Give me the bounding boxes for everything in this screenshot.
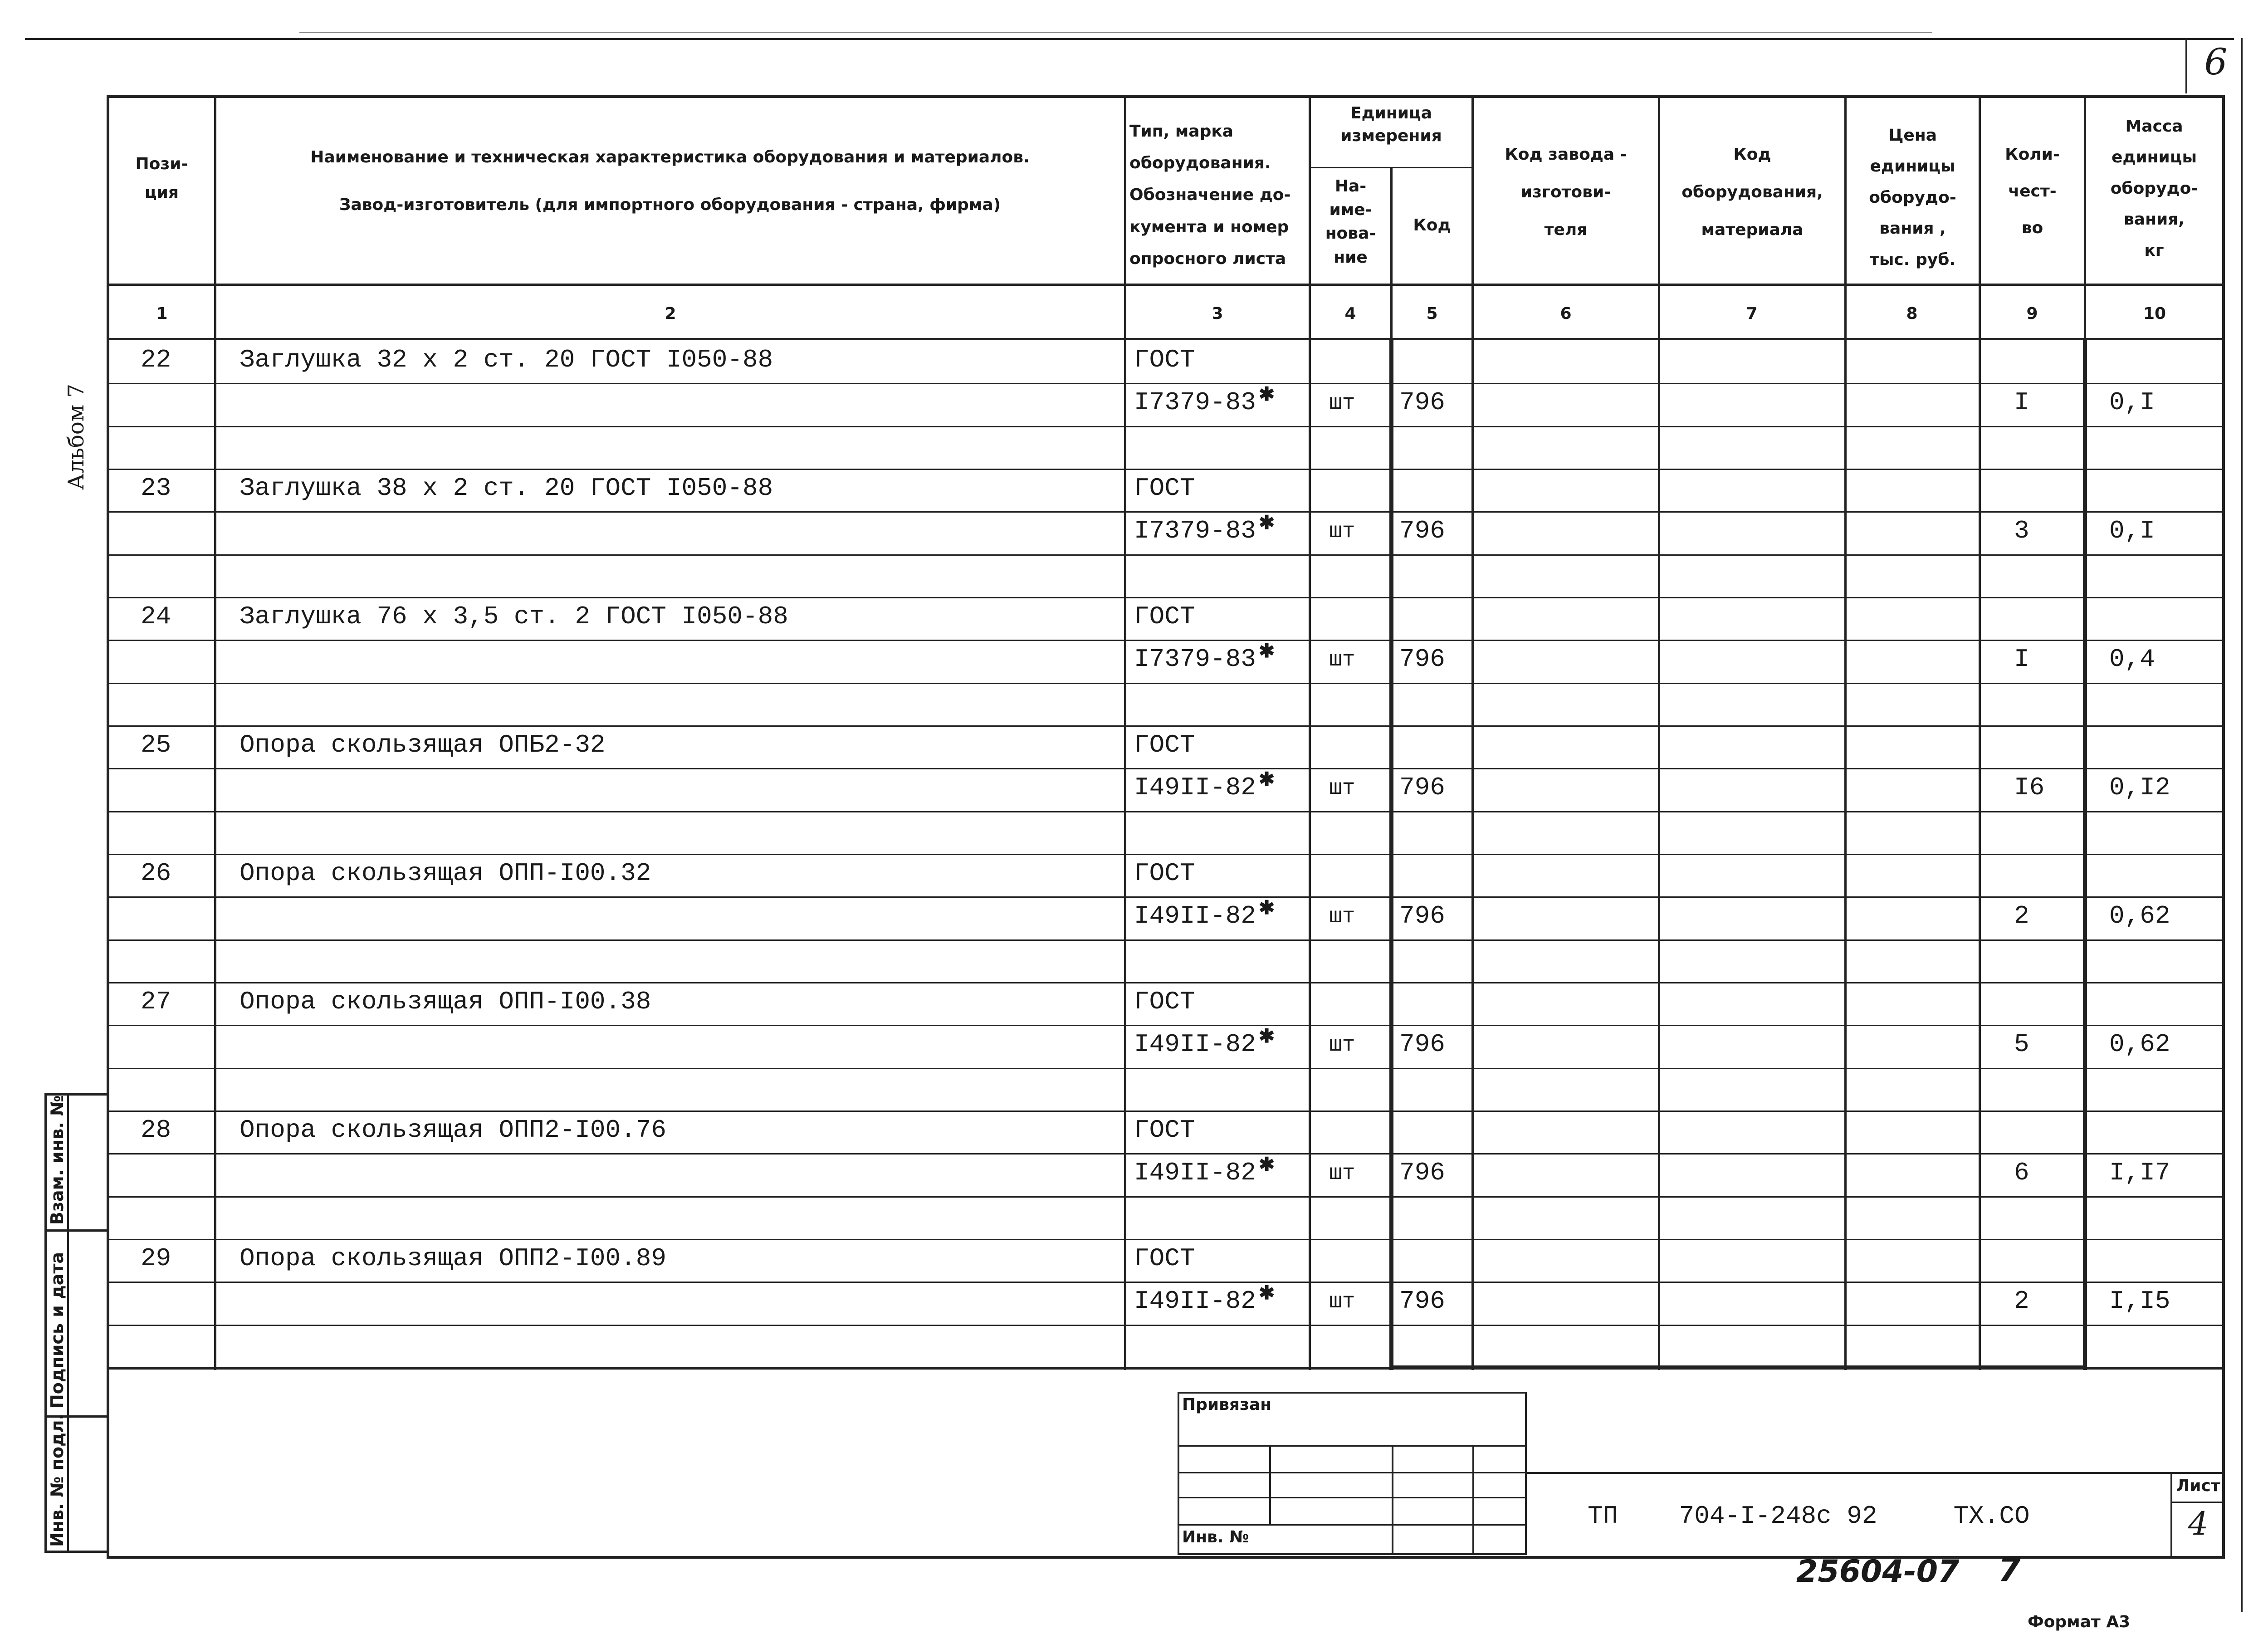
sheet-label: Лист — [2176, 1477, 2220, 1495]
title-block-top — [1527, 1472, 2225, 1474]
side-stamp-left — [44, 1093, 47, 1552]
item-doc-mark: ✱ — [1259, 1283, 1275, 1305]
bound-stamp-line4 — [1178, 1524, 1527, 1526]
item-doc-number: I7379-83 — [1134, 645, 1256, 674]
right-outer-border — [2241, 38, 2243, 1612]
item-doc-number: I7379-83 — [1134, 516, 1256, 545]
row-divider — [107, 1239, 2225, 1240]
row-divider — [107, 982, 2225, 983]
header-col10: Масса единицы оборудо- вания, кг — [2110, 117, 2198, 260]
sheet-value: 4 — [2188, 1505, 2209, 1542]
item-position: 27 — [141, 987, 171, 1016]
item-doc-standard: ГОСТ — [1134, 987, 1195, 1016]
col-line-8 — [1979, 95, 1981, 1370]
item-unit: шт — [1329, 1161, 1355, 1186]
column-number-9: 9 — [2026, 304, 2038, 323]
col-line-5 — [1471, 95, 1474, 1370]
row-divider — [107, 683, 2225, 684]
item-unit: шт — [1329, 1033, 1355, 1057]
item-mass: I,I7 — [2109, 1158, 2170, 1187]
archive-number-suffix: 7 — [1998, 1551, 2021, 1589]
header-col8: Цена единицы оборудо- вания , тыс. руб. — [1869, 126, 1956, 269]
inv-no-label: Инв. № — [1182, 1528, 1249, 1546]
row-divider — [107, 426, 2225, 427]
item-mass: I,I5 — [2109, 1287, 2170, 1316]
item-doc-standard: ГОСТ — [1134, 859, 1195, 888]
item-position: 23 — [141, 474, 171, 503]
row-divider — [107, 1325, 2225, 1326]
header-unit-group: Единица измерения — [1340, 104, 1442, 146]
item-mass: 0,I — [2109, 388, 2155, 417]
header-col2-line1: Наименование и техническая характеристика оборудования и материалов. — [310, 148, 1030, 166]
sheet-corner-number: 6 — [2204, 41, 2228, 83]
item-unit-code: 796 — [1399, 645, 1445, 674]
table-left-border — [107, 95, 109, 1558]
sheet-corner-box-left — [2185, 38, 2187, 93]
row-divider — [107, 811, 2225, 812]
item-name: Опора скользящая ОПП2-I00.89 — [240, 1244, 666, 1273]
col-line-3 — [1309, 95, 1311, 1370]
item-unit: шт — [1329, 519, 1355, 544]
row-divider — [107, 511, 2225, 513]
row-divider — [107, 597, 2225, 598]
item-doc-mark: ✱ — [1259, 1155, 1275, 1177]
archive-number: 25604-07 — [1796, 1554, 1960, 1590]
item-quantity: I6 — [2014, 773, 2045, 802]
row-divider — [107, 854, 2225, 855]
header-col6: Код завода - изготови- теля — [1505, 145, 1627, 239]
item-doc-standard: ГОСТ — [1134, 474, 1195, 503]
side-stamp-inner — [67, 1093, 69, 1552]
item-name: Заглушка 76 х 3,5 ст. 2 ГОСТ I050-88 — [240, 602, 788, 631]
item-doc-standard: ГОСТ — [1134, 1244, 1195, 1273]
item-doc-number: I49II-82 — [1134, 773, 1256, 802]
bound-label: Привязан — [1182, 1395, 1272, 1414]
bound-stamp-v3 — [1472, 1445, 1474, 1555]
item-mass: 0,62 — [2109, 1030, 2170, 1059]
item-unit: шт — [1329, 776, 1355, 801]
numbers-row-bottom-line — [107, 338, 2225, 340]
column-number-7: 7 — [1746, 304, 1758, 323]
item-unit-code: 796 — [1399, 516, 1445, 545]
item-unit-code: 796 — [1399, 901, 1445, 930]
item-doc-number: I49II-82 — [1134, 1158, 1256, 1187]
item-unit: шт — [1329, 391, 1355, 416]
item-doc-standard: ГОСТ — [1134, 1115, 1195, 1145]
header-col9: Коли- чест- во — [2005, 145, 2060, 237]
item-doc-mark: ✱ — [1259, 898, 1275, 920]
col-line-6 — [1658, 95, 1660, 1370]
side-stamp-div1 — [44, 1229, 108, 1232]
item-name: Опора скользящая ОПП-I00.32 — [240, 859, 651, 888]
column-number-3: 3 — [1212, 304, 1223, 323]
header-col3: Тип, марка оборудования. Обозначение до- кумента и номер опросного листа — [1129, 122, 1291, 268]
item-position: 24 — [141, 602, 171, 631]
format-label: Формат А3 — [2028, 1613, 2131, 1631]
item-position: 28 — [141, 1115, 171, 1145]
column-number-6: 6 — [1560, 304, 1572, 323]
item-name: Опора скользящая ОПБ2-32 — [240, 730, 606, 759]
side-label-vzam: Взам. инв. № — [47, 1095, 67, 1225]
sheet-box-left — [2170, 1472, 2172, 1556]
column-number-5: 5 — [1426, 304, 1438, 323]
row-divider — [107, 1111, 2225, 1112]
item-doc-standard: ГОСТ — [1134, 602, 1195, 631]
item-doc-standard: ГОСТ — [1134, 730, 1195, 759]
side-stamp-bottom — [44, 1551, 108, 1553]
row-divider — [107, 939, 2225, 941]
header-col4: На- име- нова- ние — [1325, 177, 1376, 267]
item-mass: 0,I2 — [2109, 773, 2170, 802]
column-number-1: 1 — [156, 304, 168, 323]
item-mass: 0,I — [2109, 516, 2155, 545]
item-doc-number: I7379-83 — [1134, 388, 1256, 417]
item-unit: шт — [1329, 905, 1355, 929]
item-quantity: 6 — [2014, 1158, 2029, 1187]
row-divider — [107, 896, 2225, 898]
row-divider — [107, 1367, 2225, 1369]
top-border-line — [25, 38, 2234, 40]
row-divider — [107, 1282, 2225, 1283]
row-divider — [107, 383, 2225, 384]
document-code: ТП 704-I-248с 92 ТХ.СО — [1588, 1502, 2030, 1531]
row-divider — [107, 469, 2225, 470]
column-number-4: 4 — [1344, 304, 1356, 323]
item-unit-code: 796 — [1399, 1287, 1445, 1316]
side-label-inv-podl: Инв. № подл. — [47, 1413, 67, 1547]
sheet-box-divider — [2170, 1502, 2225, 1503]
item-position: 26 — [141, 859, 171, 888]
row-divider — [107, 1025, 2225, 1026]
item-name: Заглушка 38 х 2 ст. 20 ГОСТ I050-88 — [240, 474, 773, 503]
row-divider — [107, 554, 2225, 556]
row-divider — [107, 1153, 2225, 1155]
header-col2-line2: Завод-изготовитель (для импортного оборудования - страна, фирма) — [339, 196, 1001, 214]
row-divider — [107, 725, 2225, 727]
item-doc-number: I49II-82 — [1134, 1030, 1256, 1059]
item-doc-number: I49II-82 — [1134, 901, 1256, 930]
item-unit-code: 796 — [1399, 773, 1445, 802]
album-label: Альбом 7 — [64, 384, 89, 490]
item-unit: шт — [1329, 1290, 1355, 1314]
item-name: Опора скользящая ОПП-I00.38 — [240, 987, 651, 1016]
item-name: Опора скользящая ОПП2-I00.76 — [240, 1115, 666, 1145]
item-quantity: 5 — [2014, 1030, 2029, 1059]
col-line-7 — [1844, 95, 1847, 1370]
bound-stamp-v2 — [1392, 1445, 1393, 1555]
header-bottom-line — [107, 284, 2225, 286]
item-doc-mark: ✱ — [1259, 770, 1275, 792]
bound-stamp-line1 — [1178, 1445, 1527, 1447]
row-divider — [107, 768, 2225, 769]
item-quantity: 2 — [2014, 901, 2029, 930]
item-position: 22 — [141, 345, 171, 374]
side-label-podpis: Подпись и дата — [47, 1252, 67, 1409]
item-doc-number: I49II-82 — [1134, 1287, 1256, 1316]
col-line-1 — [214, 95, 216, 1370]
column-number-10: 10 — [2143, 304, 2166, 323]
table-right-border — [2222, 95, 2225, 1558]
item-doc-mark: ✱ — [1259, 513, 1275, 535]
row-divider — [107, 1068, 2225, 1069]
item-unit-code: 796 — [1399, 388, 1445, 417]
item-mass: 0,4 — [2109, 645, 2155, 674]
column-number-8: 8 — [1906, 304, 1918, 323]
header-col5: Код — [1413, 216, 1451, 235]
bound-stamp-line3 — [1178, 1497, 1527, 1498]
table-top-border — [107, 95, 2225, 98]
item-position: 25 — [141, 730, 171, 759]
bound-stamp-line2 — [1178, 1472, 1527, 1473]
item-quantity: 2 — [2014, 1287, 2029, 1316]
row-divider — [107, 1196, 2225, 1198]
column-number-2: 2 — [665, 304, 676, 323]
item-name: Заглушка 32 х 2 ст. 20 ГОСТ I050-88 — [240, 345, 773, 374]
top-faint-line — [299, 32, 1932, 33]
item-mass: 0,62 — [2109, 901, 2170, 930]
item-unit-code: 796 — [1399, 1030, 1445, 1059]
item-doc-mark: ✱ — [1259, 385, 1275, 406]
item-doc-mark: ✱ — [1259, 641, 1275, 663]
item-doc-mark: ✱ — [1259, 1027, 1275, 1048]
header-col1: Пози- ция — [135, 155, 188, 202]
row-divider — [107, 640, 2225, 641]
item-quantity: I — [2014, 645, 2029, 674]
bound-stamp-v1 — [1269, 1445, 1271, 1524]
item-quantity: I — [2014, 388, 2029, 417]
item-quantity: 3 — [2014, 516, 2029, 545]
item-unit-code: 796 — [1399, 1158, 1445, 1187]
item-doc-standard: ГОСТ — [1134, 345, 1195, 374]
col-line-2 — [1124, 95, 1126, 1370]
item-position: 29 — [141, 1244, 171, 1273]
item-unit: шт — [1329, 648, 1355, 672]
header-col7: Код оборудования, материала — [1681, 145, 1823, 239]
